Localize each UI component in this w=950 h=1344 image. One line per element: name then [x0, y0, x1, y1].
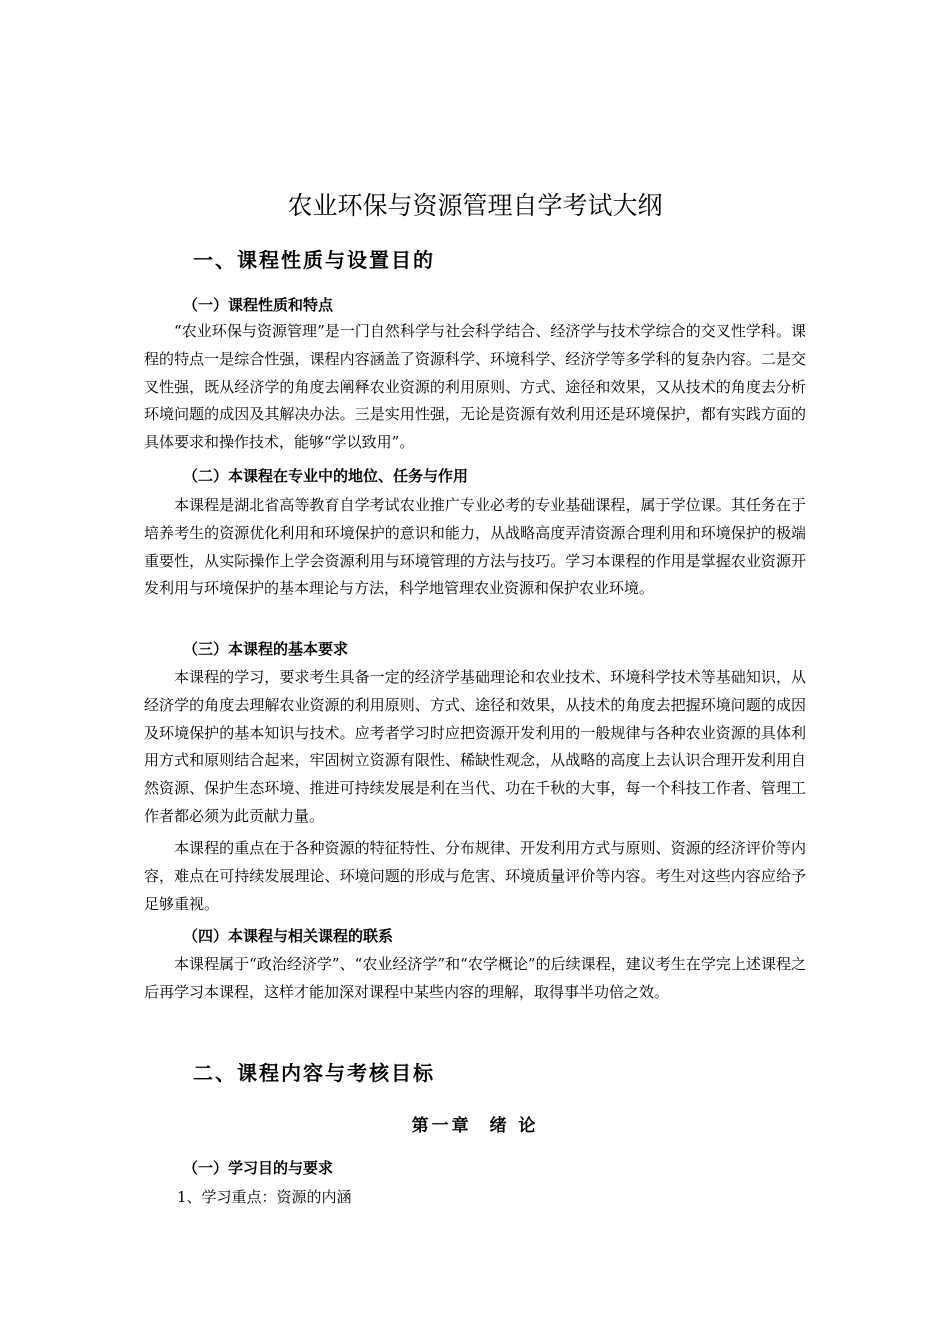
paragraph-key-points: 本课程的重点在于各种资源的特征特性、分布规律、开发利用方式与原则、资源的经济评价等内容，难点在可持续发展理论、环境问题的形成与危害、环境质量评价等内容。考生对这些内容应给予足够重视。 — [144, 839, 806, 913]
section-heading-objectives: （一）学习目的与要求 — [183, 1159, 334, 1177]
part2-heading: 二、课程内容与考核目标 — [193, 1061, 435, 1085]
chapter-heading: 第一章 绪 论 — [411, 1116, 539, 1136]
section-heading-requirements: （三）本课程的基本要求 — [183, 640, 349, 658]
part1-heading: 一、课程性质与设置目的 — [193, 248, 435, 272]
section-heading-related: （四）本课程与相关课程的联系 — [183, 927, 394, 945]
list-item-key-point: 1、学习重点：资源的内涵 — [177, 1188, 352, 1206]
paragraph-related: 本课程属于“政治经济学”、“农业经济学”和“农学概论”的后续课程，建议考生在学完上述课程之后再学习本课程，这样才能加深对课程中某些内容的理解，取得事半功倍之效。 — [144, 955, 806, 1001]
paragraph-nature: “农业环保与资源管理”是一门自然科学与社会科学结合、经济学与技术学综合的交叉性学科。课程的特点一是综合性强，课程内容涵盖了资源科学、环境科学、经济学等多学科的复杂内容。二是交叉性强，既从经济学的角度去阐释农业资源的利用原则、方式、途径和效果，又从技术的角度去分析环境问题的成因及其解决办法。三是实用性强，无论是资源有效利用还是环境保护，都有实践方面的具体要求和操作技术，能够“学以致用”。 — [144, 322, 806, 452]
section-heading-status: （二）本课程在专业中的地位、任务与作用 — [183, 467, 469, 485]
paragraph-status: 本课程是湖北省高等教育自学考试农业推广专业必考的专业基础课程，属于学位课。其任务在于培养考生的资源优化利用和环境保护的意识和能力，从战略高度弄清资源合理利用和环境保护的极端重要性，从实际操作上学会资源利用与环境管理的方法与技巧。学习本课程的作用是掌握农业资源开发利用与环境保护的基本理论与方法，科学地管理农业资源和保护农业环境。 — [144, 496, 806, 598]
document-title: 农业环保与资源管理自学考试大纲 — [287, 191, 663, 220]
section-heading-nature: （一）课程性质和特点 — [183, 296, 334, 314]
paragraph-requirements: 本课程的学习，要求考生具备一定的经济学基础理论和农业技术、环境科学技术等基础知识，从经济学的角度去理解农业资源的利用原则、方式、途径和效果，从技术的角度去把握环境问题的成因及环境保护的基本知识与技术。应考者学习时应把资源开发利用的一般规律与各种农业资源的具体利用方式和原则结合起来，牢固树立资源有限性、稀缺性观念，从战略的高度上去认识合理开发利用自然资源、保护生态环境、推进可持续发展是利在当代、功在千秋的大事，每一个科技工作者、管理工作者都必须为此贡献力量。 — [144, 668, 806, 825]
